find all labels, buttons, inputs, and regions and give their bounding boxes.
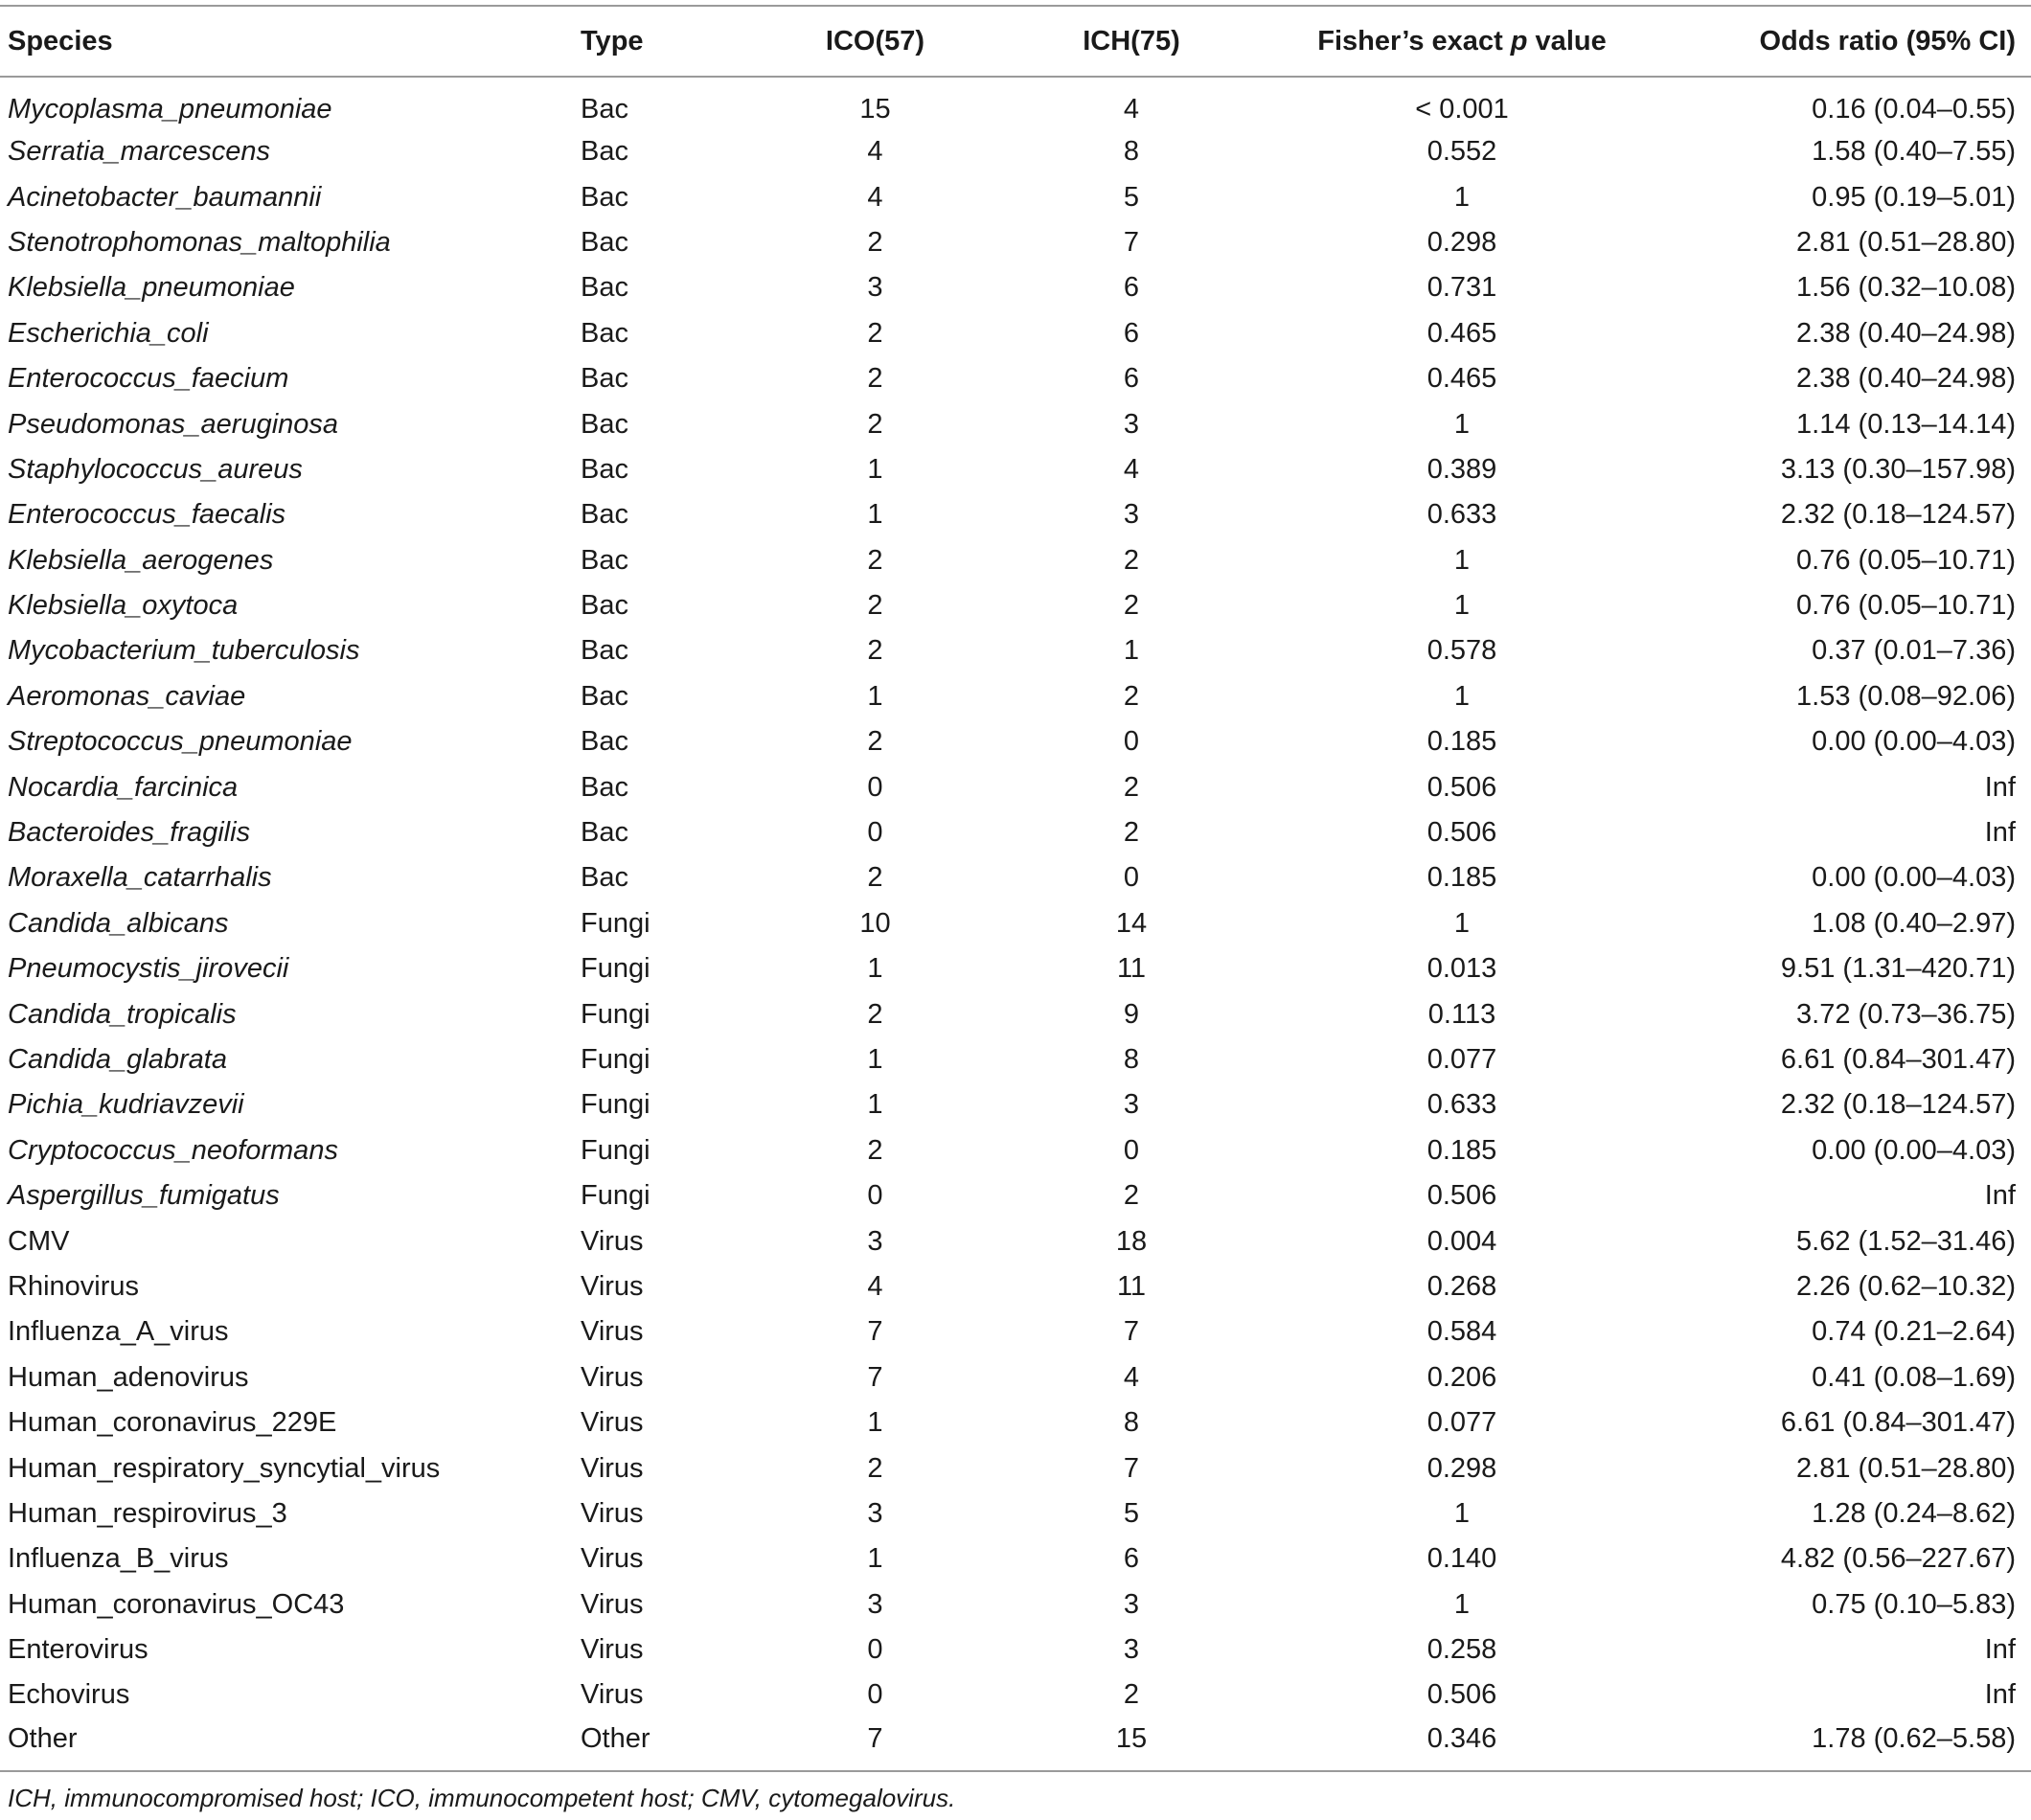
ico-count-cell: 7: [867, 1316, 883, 1348]
type-cell: Fungi: [581, 1134, 650, 1166]
table-row: [0, 583, 2031, 628]
type-cell: Virus: [581, 1361, 644, 1393]
p-value-cell: < 0.001: [1415, 93, 1509, 125]
table-row: [0, 401, 2031, 446]
species-cell: Other: [0, 1718, 581, 1771]
ich-count-cell: 5: [1123, 1497, 1140, 1529]
table-row: [0, 855, 2031, 900]
ico-count-cell: 2: [867, 363, 883, 395]
table-row: [0, 810, 2031, 855]
type-cell: Bac: [581, 726, 628, 758]
table-row: [0, 946, 2031, 991]
p-value-cell: 0.298: [1426, 226, 1497, 258]
ich-count-cell: 2: [1123, 1679, 1140, 1711]
table-row: [0, 1718, 2031, 1771]
header-species: Species: [0, 6, 581, 77]
ico-count-cell: 3: [867, 1225, 883, 1257]
species-cell: Klebsiella_pneumoniae: [8, 272, 295, 304]
ich-count-cell: 2: [1123, 817, 1140, 849]
odds-ratio-cell: Inf: [1984, 1180, 2016, 1212]
p-value-cell: 0.013: [1426, 953, 1497, 985]
table-row: [0, 1037, 2031, 1082]
species-cell: Candida_tropicalis: [8, 998, 237, 1030]
type-cell: Virus: [581, 1225, 644, 1257]
table-footnote: ICH, immunocompromised host; ICO, immunocompetent host; CMV, cytomegalovirus.: [8, 1784, 956, 1812]
species-cell: Stenotrophomonas_maltophilia: [8, 226, 391, 258]
ico-count-cell: 1: [867, 1089, 883, 1121]
odds-ratio-cell: 6.61 (0.84–301.47): [1780, 1044, 2016, 1075]
p-value-cell: 0.185: [1426, 862, 1497, 894]
species-cell: Streptococcus_pneumoniae: [8, 726, 353, 758]
species-cell: Serratia_marcescens: [8, 136, 270, 168]
table-row: [0, 129, 2031, 174]
type-cell: Bac: [581, 862, 628, 894]
odds-ratio-cell: 0.00 (0.00–4.03): [1812, 726, 2016, 758]
ich-count-cell: 6: [1123, 1543, 1140, 1575]
odds-ratio-cell: 0.00 (0.00–4.03): [1812, 1134, 2016, 1166]
p-value-cell: 1: [1453, 1497, 1471, 1529]
p-value-cell: 0.465: [1426, 363, 1497, 395]
species-cell: Aeromonas_caviae: [8, 680, 246, 712]
table-row: [0, 1264, 2031, 1309]
table-row: [0, 77, 2031, 129]
species-cell: Pichia_kudriavzevii: [8, 1089, 244, 1121]
header-p-prefix: Fisher’s exact: [1317, 25, 1511, 57]
odds-ratio-cell: 0.16 (0.04–0.55): [1812, 93, 2016, 125]
odds-ratio-cell: 0.76 (0.05–10.71): [1796, 590, 2016, 622]
table-row: [0, 1082, 2031, 1127]
ico-count-cell: 0: [867, 817, 883, 849]
type-cell: Virus: [581, 1543, 644, 1575]
ico-count-cell: 1: [867, 680, 883, 712]
ico-count-cell: 0: [867, 1180, 883, 1212]
species-cell: Human_respiratory_syncytial_virus: [8, 1452, 441, 1484]
p-value-cell: 0.140: [1426, 1543, 1497, 1575]
p-value-cell: 0.506: [1426, 1180, 1497, 1212]
ico-count-cell: 2: [867, 1134, 883, 1166]
odds-ratio-cell: 1.14 (0.13–14.14): [1796, 408, 2016, 440]
ich-count-cell: 11: [1116, 953, 1147, 985]
p-value-cell: 0.633: [1426, 499, 1497, 531]
odds-ratio-cell: 3.72 (0.73–36.75): [1796, 998, 2016, 1030]
ich-count-cell: 0: [1123, 1134, 1140, 1166]
odds-ratio-cell: 1.58 (0.40–7.55): [1812, 136, 2016, 168]
ich-count-cell: 3: [1123, 1588, 1140, 1620]
p-value-cell: 0.506: [1426, 771, 1497, 803]
ich-count-cell: 8: [1123, 1407, 1140, 1439]
p-value-cell: 0.077: [1426, 1044, 1497, 1075]
header-ico: ICO(57): [748, 6, 1002, 77]
odds-ratio-cell: 0.95 (0.19–5.01): [1812, 181, 2016, 213]
header-p-suffix: value: [1527, 25, 1607, 57]
type-cell: Virus: [581, 1588, 644, 1620]
odds-ratio-cell: 0.74 (0.21–2.64): [1812, 1316, 2016, 1348]
ico-count-cell: 0: [867, 1679, 883, 1711]
type-cell: Bac: [581, 226, 628, 258]
type-cell: Fungi: [581, 998, 650, 1030]
table-row: [0, 311, 2031, 356]
species-cell: Acinetobacter_baumannii: [8, 181, 322, 213]
species-cell: Pneumocystis_jirovecii: [8, 953, 289, 985]
odds-ratio-cell: Inf: [1984, 817, 2016, 849]
type-cell: Bac: [581, 363, 628, 395]
type-cell: Bac: [581, 453, 628, 485]
table-row: [0, 719, 2031, 764]
ico-count-cell: 2: [867, 590, 883, 622]
odds-ratio-cell: 0.37 (0.01–7.36): [1812, 635, 2016, 667]
odds-ratio-cell: 2.32 (0.18–124.57): [1780, 1089, 2016, 1121]
ich-count-cell: 2: [1123, 680, 1140, 712]
ico-count-cell: 3: [867, 1588, 883, 1620]
table-row: [0, 764, 2031, 809]
type-cell: Bac: [581, 499, 628, 531]
table-row: [0, 265, 2031, 310]
ico-count-cell: 2: [867, 1452, 883, 1484]
ico-count-cell: 4: [867, 1270, 883, 1302]
ich-count-cell: 6: [1123, 272, 1140, 304]
type-cell: Bac: [581, 408, 628, 440]
table-row: [0, 1445, 2031, 1490]
ich-count-cell: 7: [1123, 1452, 1140, 1484]
p-value-cell: 1: [1453, 181, 1471, 213]
ico-count-cell: 2: [867, 862, 883, 894]
p-value-cell: 0.346: [1261, 1718, 1663, 1771]
species-cell: Human_adenovirus: [8, 1361, 249, 1393]
table-row: [0, 1582, 2031, 1627]
species-cell: Aspergillus_fumigatus: [8, 1180, 280, 1212]
ico-count-cell: 1: [867, 953, 883, 985]
p-value-cell: 1: [1453, 408, 1471, 440]
species-cell: Klebsiella_oxytoca: [8, 590, 239, 622]
table-row: [0, 674, 2031, 719]
species-cell: Pseudomonas_aeruginosa: [8, 408, 339, 440]
type-cell: Bac: [581, 93, 628, 125]
p-value-cell: 0.506: [1426, 1679, 1497, 1711]
ich-count-cell: 15: [1002, 1718, 1261, 1771]
species-cell: Bacteroides_fragilis: [8, 817, 251, 849]
type-cell: Bac: [581, 544, 628, 576]
ico-count-cell: 1: [867, 1044, 883, 1075]
type-cell: Virus: [581, 1270, 644, 1302]
table-row: [0, 1173, 2031, 1218]
header-odds-ratio: Odds ratio (95% CI): [1663, 6, 2031, 77]
type-cell: Bac: [581, 635, 628, 667]
ico-count-cell: 1: [867, 499, 883, 531]
ico-count-cell: 2: [867, 317, 883, 349]
table-row: [0, 174, 2031, 219]
type-cell: Bac: [581, 136, 628, 168]
p-value-cell: 0.185: [1426, 726, 1497, 758]
species-cell: Candida_glabrata: [8, 1044, 227, 1075]
type-cell: Bac: [581, 272, 628, 304]
header-type: Type: [581, 6, 748, 77]
odds-ratio-cell: 2.81 (0.51–28.80): [1796, 1452, 2016, 1484]
species-cell: Influenza_B_virus: [8, 1543, 229, 1575]
type-cell: Virus: [581, 1679, 644, 1711]
p-value-cell: 0.465: [1426, 317, 1497, 349]
table-body: [0, 77, 2031, 1771]
ico-count-cell: 2: [867, 408, 883, 440]
ico-count-cell: 1: [867, 1407, 883, 1439]
ico-count-cell: 2: [867, 726, 883, 758]
species-cell: Human_coronavirus_OC43: [8, 1588, 345, 1620]
odds-ratio-cell: 2.26 (0.62–10.32): [1796, 1270, 2016, 1302]
ico-count-cell: 2: [867, 635, 883, 667]
ico-count-cell: 0: [867, 771, 883, 803]
ich-count-cell: 7: [1123, 1316, 1140, 1348]
type-cell: Bac: [581, 590, 628, 622]
ich-count-cell: 2: [1123, 544, 1140, 576]
species-cell: Klebsiella_aerogenes: [8, 544, 274, 576]
odds-ratio-cell: 0.41 (0.08–1.69): [1812, 1361, 2016, 1393]
p-value-cell: 0.258: [1426, 1634, 1497, 1666]
p-value-cell: 0.206: [1426, 1361, 1497, 1393]
type-cell: Virus: [581, 1407, 644, 1439]
odds-ratio-cell: 2.38 (0.40–24.98): [1796, 317, 2016, 349]
table-row: [0, 1672, 2031, 1718]
type-cell: Other: [581, 1718, 748, 1771]
table-row: [0, 447, 2031, 492]
table-row: [0, 1491, 2031, 1536]
type-cell: Fungi: [581, 1089, 650, 1121]
p-value-cell: 0.633: [1426, 1089, 1497, 1121]
type-cell: Fungi: [581, 1044, 650, 1075]
ich-count-cell: 6: [1123, 363, 1140, 395]
odds-ratio-cell: Inf: [1984, 1679, 2016, 1711]
type-cell: Bac: [581, 817, 628, 849]
species-cell: Enterococcus_faecalis: [8, 499, 286, 531]
table-row: [0, 991, 2031, 1036]
ico-count-cell: 2: [867, 544, 883, 576]
species-cell: Influenza_A_virus: [8, 1316, 229, 1348]
ico-count-cell: 2: [867, 226, 883, 258]
ich-count-cell: 6: [1123, 317, 1140, 349]
ich-count-cell: 0: [1123, 862, 1140, 894]
species-cell: Escherichia_coli: [8, 317, 209, 349]
odds-ratio-cell: 2.32 (0.18–124.57): [1780, 499, 2016, 531]
table-row: [0, 1627, 2031, 1672]
p-value-cell: 0.578: [1426, 635, 1497, 667]
type-cell: Virus: [581, 1316, 644, 1348]
table-row: [0, 901, 2031, 946]
type-cell: Fungi: [581, 1180, 650, 1212]
table-row: [0, 220, 2031, 265]
table-row: [0, 1536, 2031, 1581]
species-cell: Human_respirovirus_3: [8, 1497, 287, 1529]
ich-count-cell: 9: [1123, 998, 1140, 1030]
ico-count-cell: 0: [867, 1634, 883, 1666]
odds-ratio-cell: 1.08 (0.40–2.97): [1812, 907, 2016, 939]
table-row: [0, 356, 2031, 401]
type-cell: Virus: [581, 1452, 644, 1484]
p-value-cell: 1: [1453, 544, 1471, 576]
odds-ratio-cell: 0.76 (0.05–10.71): [1796, 544, 2016, 576]
species-cell: Human_coronavirus_229E: [8, 1407, 337, 1439]
ich-count-cell: 4: [1123, 1361, 1140, 1393]
odds-ratio-cell: 0.00 (0.00–4.03): [1812, 862, 2016, 894]
ich-count-cell: 2: [1123, 771, 1140, 803]
ich-count-cell: 1: [1123, 635, 1140, 667]
species-cell: Staphylococcus_aureus: [8, 453, 303, 485]
odds-ratio-cell: 2.81 (0.51–28.80): [1796, 226, 2016, 258]
ico-count-cell: 7: [867, 1361, 883, 1393]
odds-ratio-cell: Inf: [1984, 771, 2016, 803]
type-cell: Bac: [581, 771, 628, 803]
ico-count-cell: 3: [867, 272, 883, 304]
p-value-cell: 1: [1453, 680, 1471, 712]
odds-ratio-cell: 1.56 (0.32–10.08): [1796, 272, 2016, 304]
table-row: [0, 538, 2031, 583]
ich-count-cell: 3: [1123, 1089, 1140, 1121]
ico-count-cell: 3: [867, 1497, 883, 1529]
odds-ratio-cell: 6.61 (0.84–301.47): [1780, 1407, 2016, 1439]
ich-count-cell: 3: [1123, 408, 1140, 440]
odds-ratio-cell: 3.13 (0.30–157.98): [1780, 453, 2016, 485]
species-cell: Rhinovirus: [8, 1270, 139, 1302]
ich-count-cell: 14: [1115, 907, 1148, 939]
ico-count-cell: 1: [867, 1543, 883, 1575]
species-cell: Cryptococcus_neoformans: [8, 1134, 338, 1166]
ich-count-cell: 8: [1123, 1044, 1140, 1075]
species-cell: Mycobacterium_tuberculosis: [8, 635, 360, 667]
table-row: [0, 1355, 2031, 1400]
odds-ratio-cell: Inf: [1984, 1634, 2016, 1666]
table-row: [0, 1309, 2031, 1354]
ico-count-cell: 4: [867, 181, 883, 213]
p-value-cell: 0.506: [1426, 817, 1497, 849]
ico-count-cell: 15: [859, 93, 891, 125]
p-value-cell: 0.552: [1426, 136, 1497, 168]
ico-count-cell: 7: [748, 1718, 1002, 1771]
odds-ratio-cell: 4.82 (0.56–227.67): [1780, 1543, 2016, 1575]
p-value-cell: 0.298: [1426, 1452, 1497, 1484]
table-row: [0, 628, 2031, 673]
odds-ratio-cell: 1.28 (0.24–8.62): [1812, 1497, 2016, 1529]
ico-count-cell: 2: [867, 998, 883, 1030]
odds-ratio-cell: 0.75 (0.10–5.83): [1812, 1588, 2016, 1620]
p-value-cell: 0.185: [1426, 1134, 1497, 1166]
header-ich: ICH(75): [1002, 6, 1261, 77]
ich-count-cell: 7: [1123, 226, 1140, 258]
table-row: [0, 1400, 2031, 1445]
p-value-cell: 0.113: [1427, 998, 1496, 1030]
p-value-cell: 0.268: [1426, 1270, 1497, 1302]
species-cell: Candida_albicans: [8, 907, 229, 939]
p-value-cell: 0.077: [1426, 1407, 1497, 1439]
ich-count-cell: 5: [1123, 181, 1140, 213]
ich-count-cell: 18: [1115, 1225, 1148, 1257]
table-row: [0, 1218, 2031, 1263]
ico-count-cell: 4: [867, 136, 883, 168]
type-cell: Virus: [581, 1497, 644, 1529]
p-value-cell: 0.004: [1426, 1225, 1497, 1257]
species-cell: CMV: [8, 1225, 70, 1257]
type-cell: Bac: [581, 317, 628, 349]
p-value-cell: 0.389: [1426, 453, 1497, 485]
odds-ratio-cell: 1.53 (0.08–92.06): [1796, 680, 2016, 712]
species-cell: Mycoplasma_pneumoniae: [8, 93, 332, 125]
species-cell: Enterococcus_faecium: [8, 363, 289, 395]
species-cell: Moraxella_catarrhalis: [8, 862, 272, 894]
odds-ratio-cell: 2.38 (0.40–24.98): [1796, 363, 2016, 395]
odds-ratio-cell: 5.62 (1.52–31.46): [1796, 1225, 2016, 1257]
table-row: [0, 492, 2031, 537]
type-cell: Fungi: [581, 907, 650, 939]
header-p-value: [1261, 6, 1663, 77]
ich-count-cell: 3: [1123, 1634, 1140, 1666]
table-row: [0, 1128, 2031, 1173]
type-cell: Bac: [581, 680, 628, 712]
type-cell: Fungi: [581, 953, 650, 985]
odds-ratio-cell: 9.51 (1.31–420.71): [1780, 953, 2016, 985]
ich-count-cell: 4: [1123, 93, 1140, 125]
ich-count-cell: 3: [1123, 499, 1140, 531]
species-cell: Enterovirus: [8, 1634, 148, 1666]
ich-count-cell: 2: [1123, 1180, 1140, 1212]
ich-count-cell: 8: [1123, 136, 1140, 168]
ico-count-cell: 1: [867, 453, 883, 485]
ich-count-cell: 0: [1123, 726, 1140, 758]
ich-count-cell: 11: [1116, 1270, 1147, 1302]
ich-count-cell: 2: [1123, 590, 1140, 622]
type-cell: Bac: [581, 181, 628, 213]
p-value-cell: 1: [1453, 590, 1471, 622]
ich-count-cell: 4: [1123, 453, 1140, 485]
odds-ratio-cell: 1.78 (0.62–5.58): [1663, 1718, 2031, 1771]
p-value-cell: 0.584: [1426, 1316, 1497, 1348]
header-p-italic: p: [1510, 25, 1528, 57]
header-row: [0, 6, 2031, 77]
p-value-cell: 1: [1453, 907, 1471, 939]
p-value-cell: 0.731: [1426, 272, 1497, 304]
species-cell: Echovirus: [8, 1679, 130, 1711]
type-cell: Virus: [581, 1634, 644, 1666]
species-table: [0, 5, 2031, 1772]
ico-count-cell: 10: [859, 907, 891, 939]
species-cell: Nocardia_farcinica: [8, 771, 239, 803]
p-value-cell: 1: [1453, 1588, 1471, 1620]
